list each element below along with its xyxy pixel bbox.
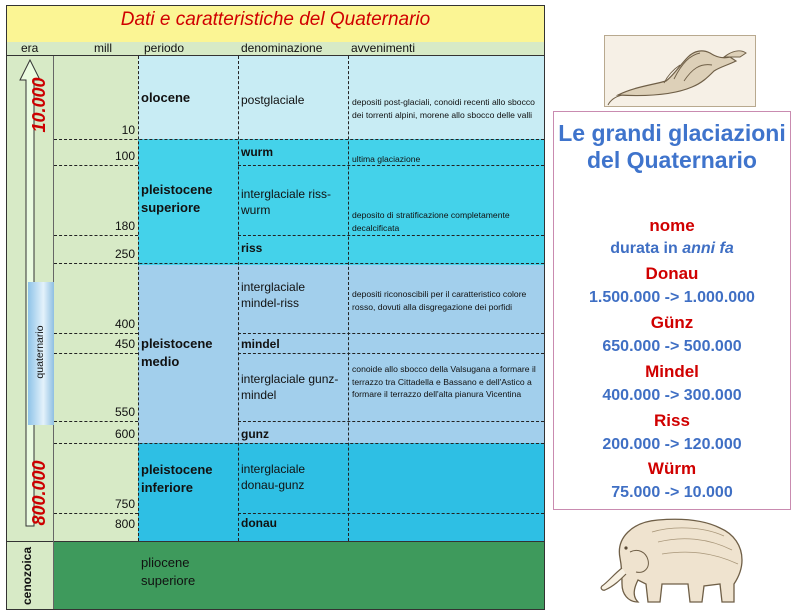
legend-duration-prefix: durata in: [610, 240, 683, 257]
legend-duration: [554, 240, 790, 258]
den-donau: donau: [241, 516, 277, 530]
header-avvenimenti: avvenimenti: [351, 41, 416, 55]
tick-400: 400: [114, 317, 135, 331]
tick-250: 250: [114, 247, 135, 261]
divider-450-mill: [54, 353, 138, 354]
era-label-bottom: 800.000: [29, 460, 49, 526]
era-label-top: 10.000: [29, 77, 49, 133]
divider-mill-periodo: [138, 56, 139, 541]
den-postglaciale: postglaciale: [241, 93, 305, 107]
divider-600: [54, 443, 544, 444]
event-gunz-mindel: conoide allo sbocco della Valsugana a formare il terrazzo tra Cittadella e Bassano e dell'Astico a formare il terrazzo dell'alta pianura Vicentina: [352, 364, 536, 400]
glaciation-name-donau: Donau: [645, 264, 699, 283]
tick-10: 10: [121, 123, 135, 137]
tick-750: 750: [114, 497, 135, 511]
header-era: era: [21, 41, 39, 55]
den-gunz: gunz: [241, 427, 269, 441]
period-pliocene-superiore: pliocene superiore: [141, 555, 196, 588]
den-interglaciale-gunz-mindel: interglaciale gunz-mindel: [241, 372, 339, 402]
legend-duration-italic: anni fa: [682, 240, 734, 257]
glaciation-name-mindel: Mindel: [645, 362, 699, 381]
den-interglaciale-riss-wurm: interglaciale riss-wurm: [241, 187, 332, 217]
glaciation-name-gunz: Günz: [650, 313, 694, 332]
divider-400: [238, 333, 544, 334]
period-pleistocene-superiore: pleistocene superiore: [141, 182, 213, 215]
tick-100: 100: [114, 149, 135, 163]
den-mindel: mindel: [241, 337, 280, 351]
glaciation-range-gunz: 650.000 -> 500.000: [602, 338, 742, 355]
divider-100-mill: [54, 165, 138, 166]
quaternario-label: quaternario: [34, 325, 46, 379]
period-pleistocene-medio: pleistocene medio: [141, 336, 213, 369]
table-title: Dati e caratteristiche del Quaternario: [120, 9, 431, 30]
divider-periodo-denominazione: [238, 56, 239, 541]
event-wurm: ultima glaciazione: [352, 154, 421, 164]
cenozoica-band: [54, 541, 544, 610]
era-column: [7, 56, 54, 609]
mammoth-icon: [592, 512, 762, 608]
divider-10: [54, 139, 544, 140]
glaciation-range-mindel: 400.000 -> 300.000: [602, 387, 742, 404]
divider-750-mill: [54, 513, 138, 514]
tick-550: 550: [114, 405, 135, 419]
glaciations-info-box: [553, 111, 791, 510]
quaternary-table: [6, 5, 545, 610]
den-riss: riss: [241, 241, 263, 255]
tick-180: 180: [114, 219, 135, 233]
glaciation-range-wurm: 75.000 -> 10.000: [611, 484, 733, 501]
glaciation-range-riss: 200.000 -> 120.000: [602, 436, 742, 453]
divider-550-mill: [54, 421, 138, 422]
event-postglaciale: depositi post-glaciali, conoidi recenti allo sbocco dei torrenti alpini, morene allo sbocco delle valli: [352, 97, 535, 120]
den-wurm: wurm: [241, 145, 274, 159]
cenozoica-label: cenozoica: [20, 546, 34, 606]
archaeopteryx-icon: [604, 35, 756, 107]
header-denominazione: denominazione: [241, 41, 323, 55]
header-periodo: periodo: [144, 41, 185, 55]
divider-450: [238, 353, 544, 354]
den-interglaciale-mindel-riss: interglaciale mindel-riss: [241, 280, 306, 310]
divider-550: [238, 421, 544, 422]
event-riss-wurm: deposito di stratificazione completamente decalcificata: [352, 210, 510, 233]
divider-180-mill: [54, 235, 138, 236]
divider-750: [238, 513, 544, 514]
period-pleistocene-inferiore: pleistocene inferiore: [141, 462, 213, 495]
glaciation-range-donau: 1.500.000 -> 1.000.000: [589, 289, 755, 306]
legend-name: nome: [649, 216, 695, 235]
tick-600: 600: [114, 427, 135, 441]
header-mill: mill: [94, 41, 112, 55]
info-title: Le grandi glaciazioni del Quaternario: [558, 120, 786, 173]
divider-180: [238, 235, 544, 236]
cenozoica-divider: [7, 541, 53, 542]
glaciation-name-riss: Riss: [654, 411, 690, 430]
glaciation-name-wurm: Würm: [647, 459, 697, 478]
divider-400-mill: [54, 333, 138, 334]
tick-800: 800: [114, 517, 135, 531]
tick-450: 450: [114, 337, 135, 351]
event-mindel-riss: depositi riconoscibili per il caratteristico colore rosso, dovuti alla disgregazione dei porfidi: [352, 289, 527, 312]
divider-denominazione-avvenimenti: [348, 56, 349, 541]
period-olocene: olocene: [141, 90, 191, 105]
den-interglaciale-donau-gunz: interglaciale donau-gunz: [241, 462, 306, 492]
divider-250: [54, 263, 544, 264]
